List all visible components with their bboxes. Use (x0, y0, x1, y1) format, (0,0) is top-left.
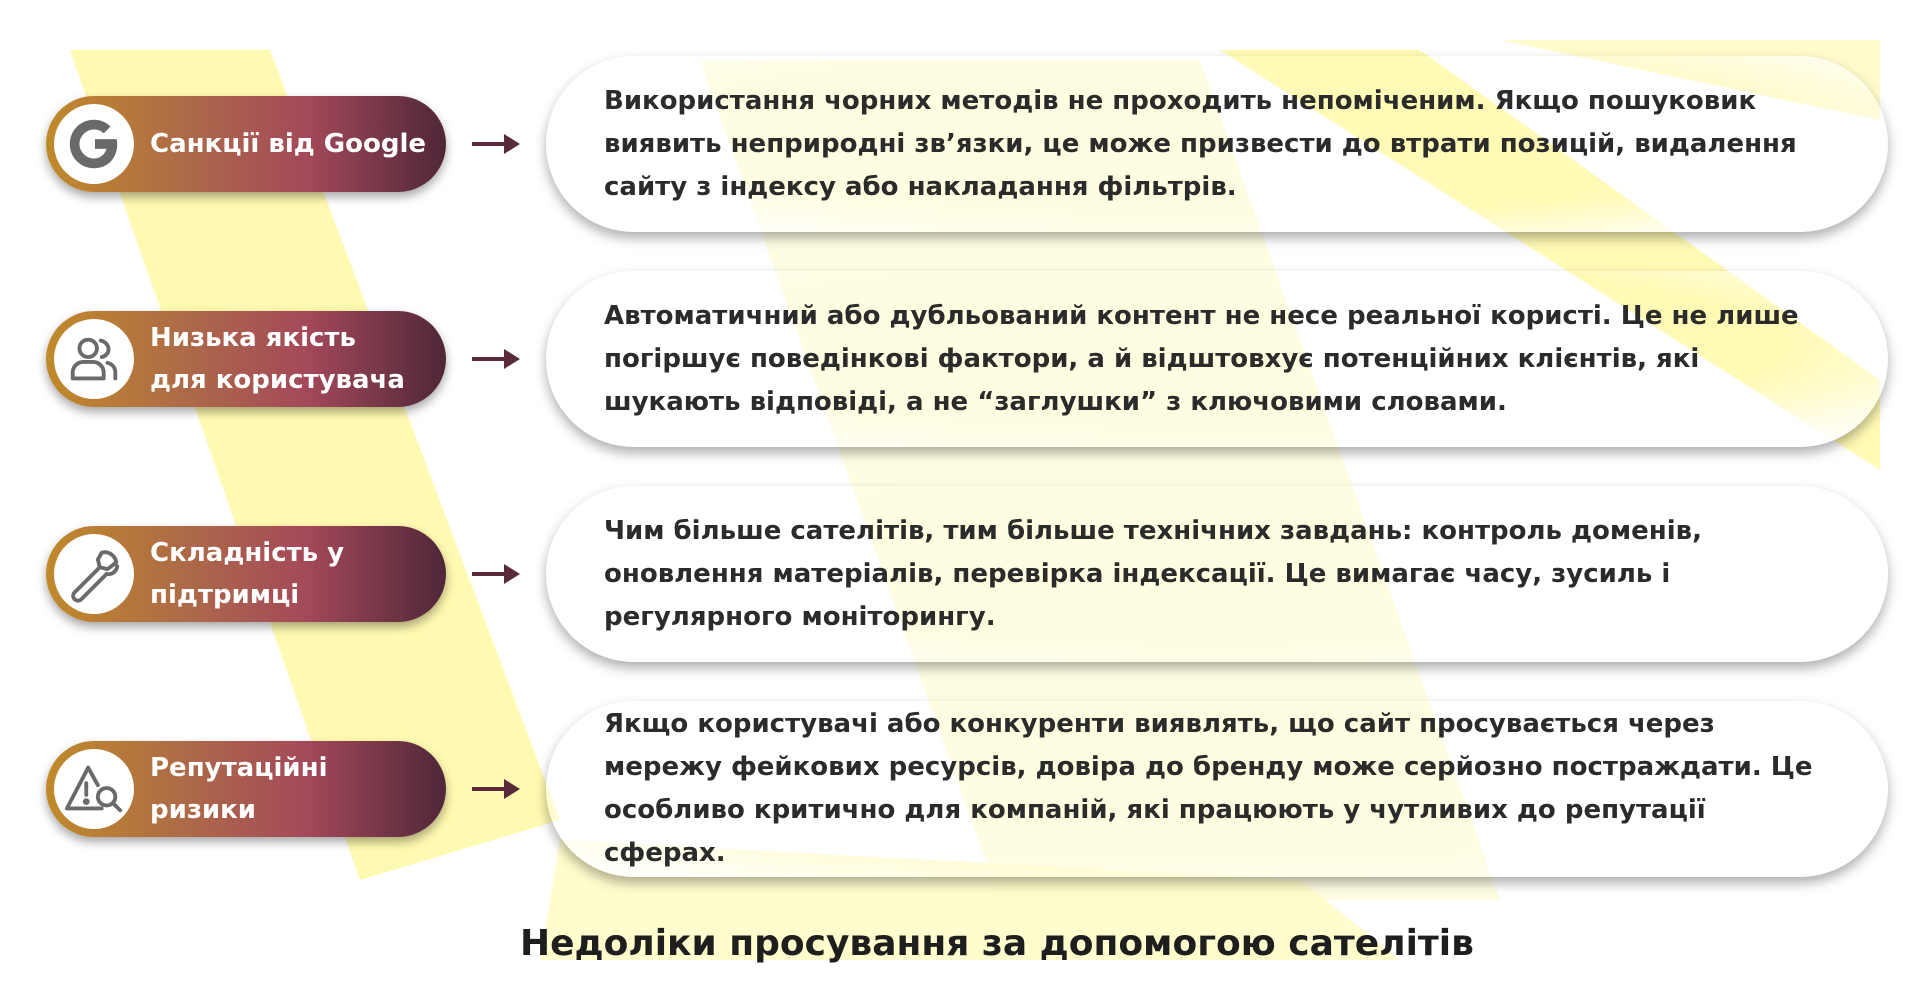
pill-label: Складність у підтримці (150, 538, 345, 610)
description-text: Якщо користувачі або конкуренти виявлять, що сайт просувається через мережу фейкових ресурсів, довіра до бренду може серйозно постраждати. Це особливо критично для компаній, які працюють у чутливих до репутації сферах. (604, 709, 1813, 868)
pill-low-quality (46, 311, 446, 407)
users-icon (63, 328, 125, 390)
row-maintenance (0, 486, 1920, 662)
row-reputation (0, 701, 1920, 877)
row-google-sanctions (0, 56, 1920, 232)
arrow-right-icon (470, 346, 522, 372)
warning-search-icon (63, 758, 125, 820)
pill-maintenance (46, 526, 446, 622)
description-card (546, 56, 1888, 232)
wrench-icon (63, 543, 125, 605)
description-card (546, 486, 1888, 662)
google-icon (63, 113, 125, 175)
arrow-right-icon (470, 131, 522, 157)
pill-label: Санкції від Google (150, 129, 427, 159)
description-text: Використання чорних методів не проходить непоміченим. Якщо пошуковик виявить неприродні зв’язки, це може призвести до втрати позицій, видалення сайту з індексу або накладання фільтрів. (604, 85, 1797, 202)
pill-google-sanctions (46, 96, 446, 192)
pill-label: Репутаційні ризики (150, 753, 328, 825)
arrow-right-icon (470, 561, 522, 587)
description-text: Чим більше сателітів, тим більше технічних завдань: контроль доменів, оновлення матеріалів, перевірка індексації. Це вимагає часу, зусиль і регулярного моніторингу. (604, 515, 1703, 632)
pill-icon-circle (54, 104, 134, 184)
row-low-quality (0, 271, 1920, 447)
description-card (546, 701, 1888, 877)
description-card (546, 271, 1888, 447)
arrow-right-icon (470, 776, 522, 802)
pill-label: Низька якість для користувача (150, 323, 405, 395)
pill-icon-circle (54, 319, 134, 399)
diagram-title: Недоліки просування за допомогою сателітів (520, 923, 1474, 964)
pill-reputation (46, 741, 446, 837)
description-text: Автоматичний або дубльований контент не несе реальної користі. Це не лише погіршує поведінкові фактори, а й відштовхує потенційних клієнтів, які шукають відповіді, а не “заглушки” з ключовими словами. (604, 300, 1799, 417)
pill-icon-circle (54, 749, 134, 829)
pill-icon-circle (54, 534, 134, 614)
